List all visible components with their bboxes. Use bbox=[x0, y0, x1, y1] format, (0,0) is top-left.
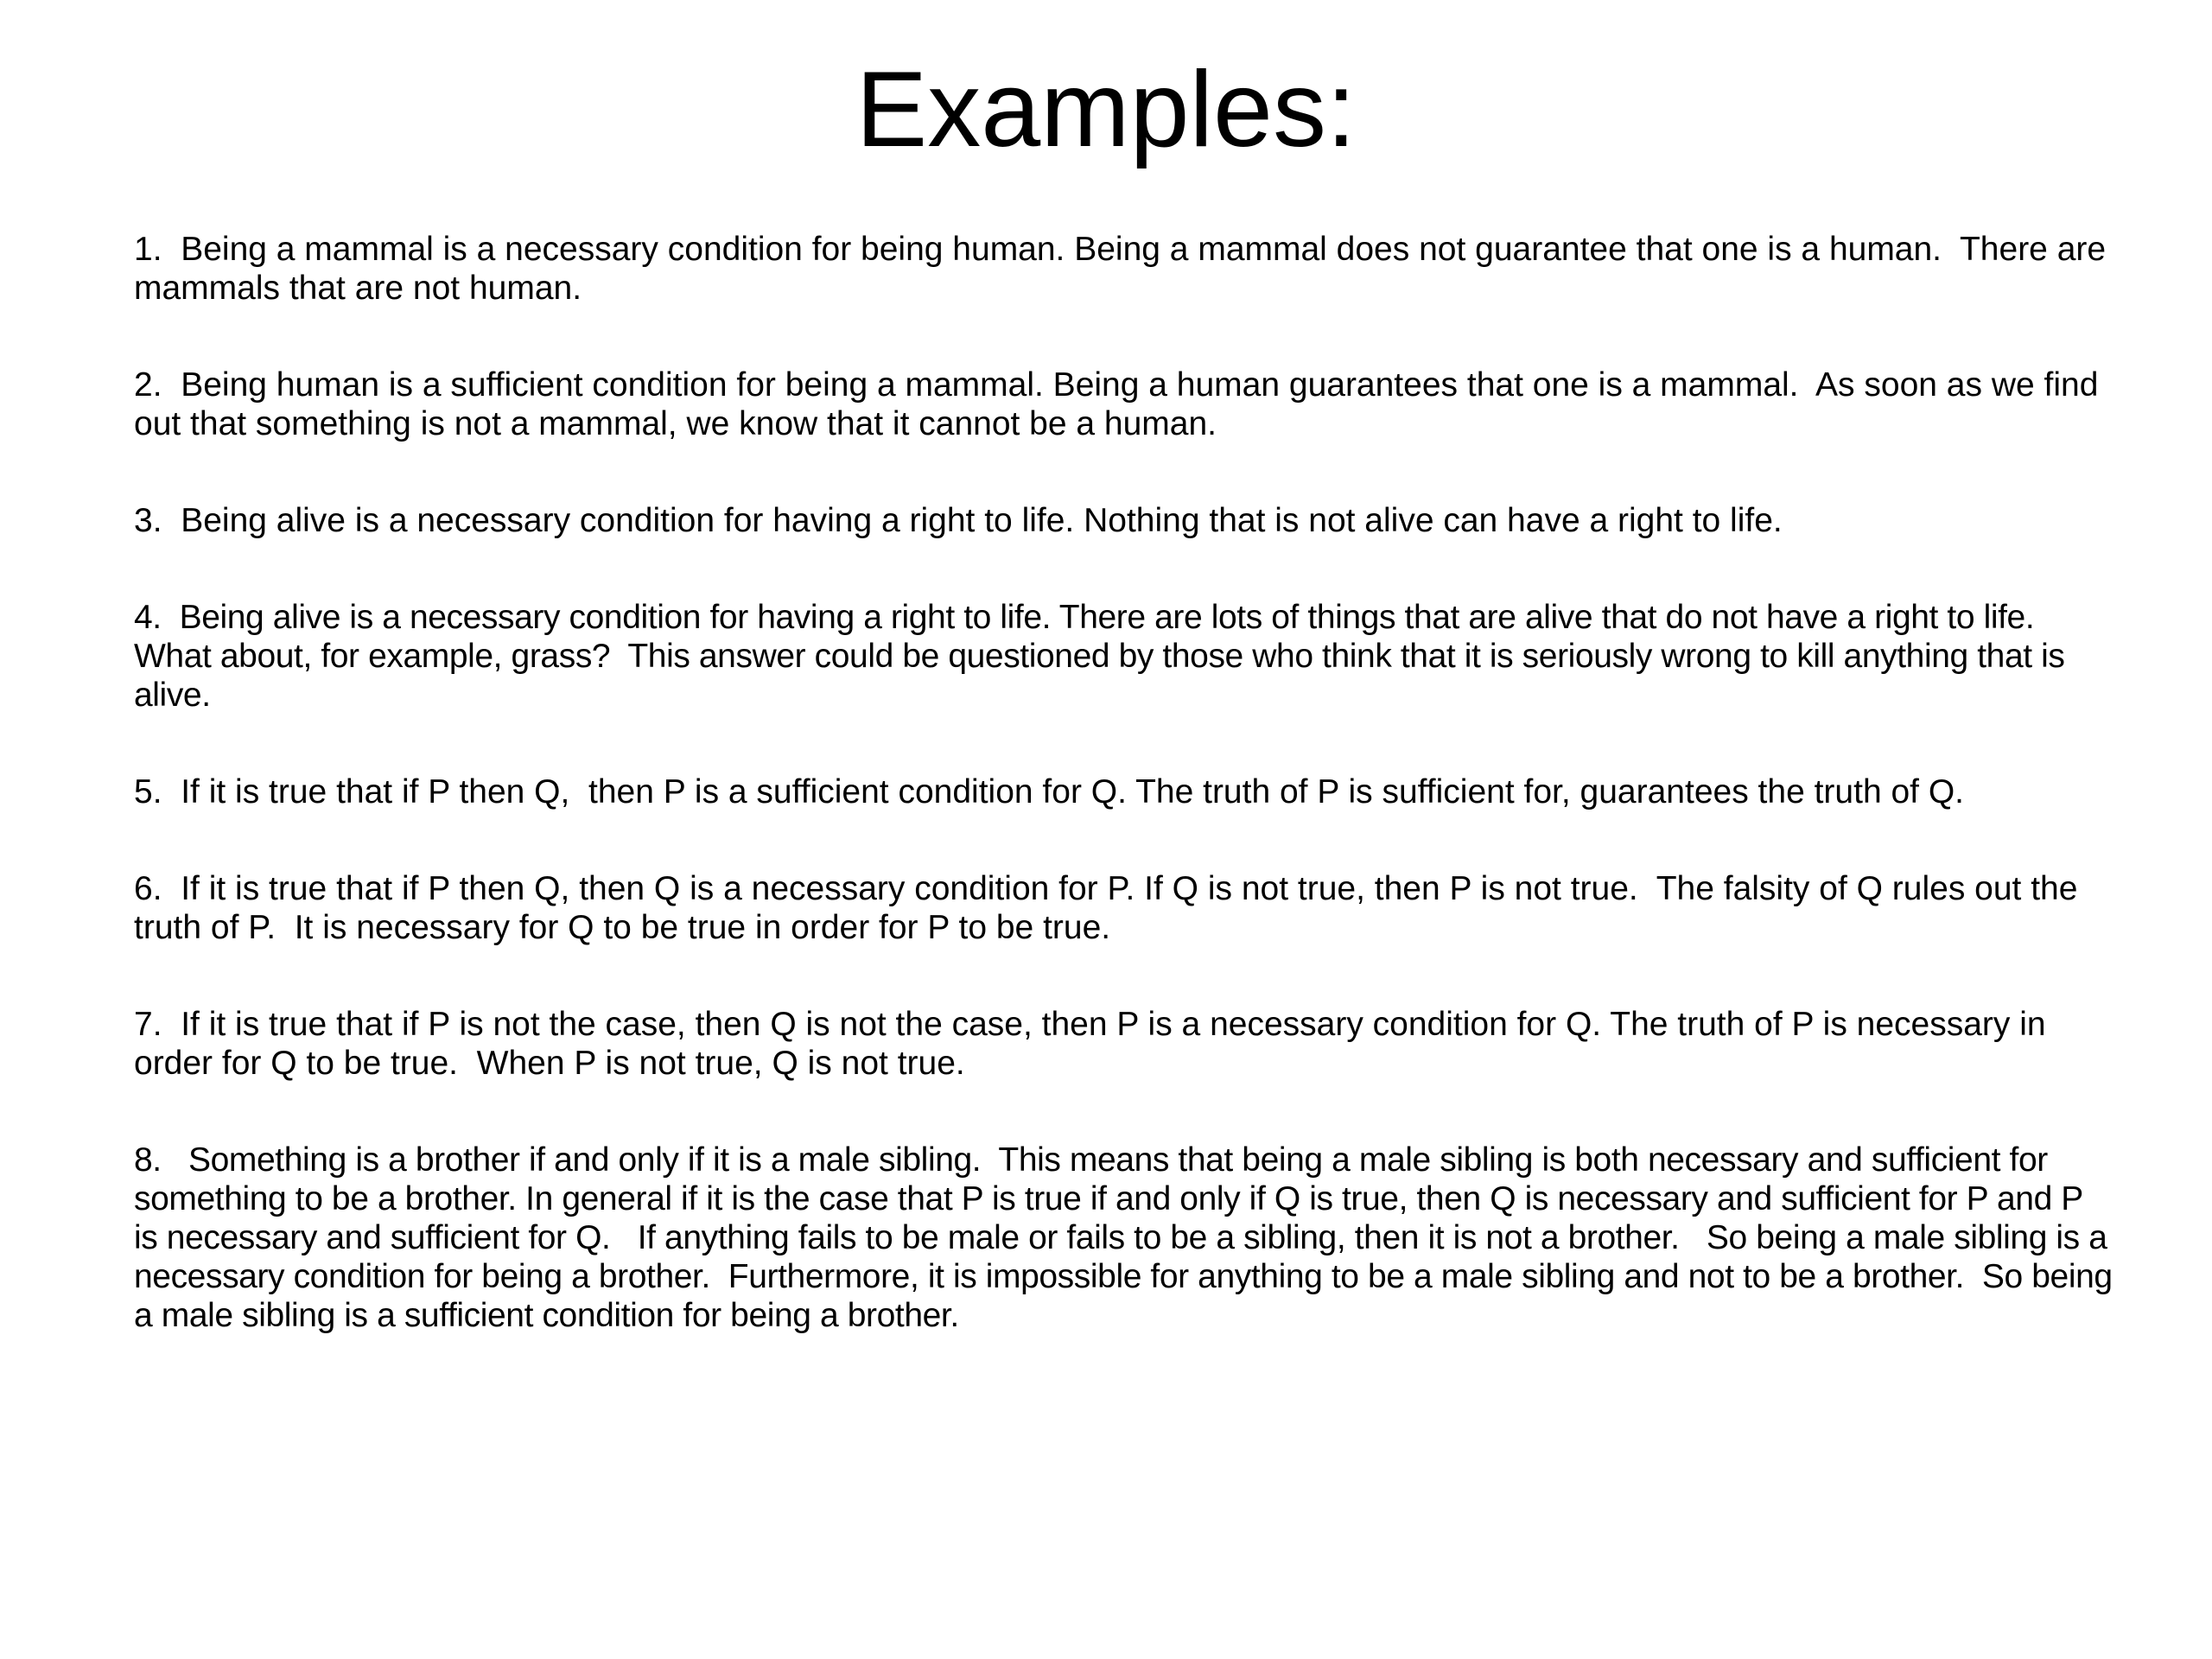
example-item-4: 4. Being alive is a necessary condition for having a right to life. There are lots of things that are alive that do not have a right to life. What about, for example, grass? This answer could be questioned by those who think that it is seriously wrong to kill anything that is alive. bbox=[134, 599, 2074, 714]
example-item-6: 6. If it is true that if P then Q, then Q is a necessary condition for P. If Q is not true, then P is not true. The falsity of Q rules out the truth of P. It is necessary for Q to be true in order for P to be true. bbox=[134, 870, 2088, 946]
slide-title: Examples: bbox=[855, 50, 1357, 169]
example-item-1: 1. Being a mammal is a necessary condition for being human. Being a mammal does not guarantee that one is a human. There are mammals that are not human. bbox=[134, 231, 2115, 307]
example-item-5: 5. If it is true that if P then Q, then P is a sufficient condition for Q. The truth of P is sufficient for, guarantees the truth of Q. bbox=[134, 773, 1964, 810]
examples-list bbox=[134, 230, 2122, 1393]
example-item-2: 2. Being human is a sufficient condition for being a mammal. Being a human guarantees that one is a mammal. As soon as we find out that something is not a mammal, we know that it cannot be a human. bbox=[134, 366, 2108, 442]
example-item-3: 3. Being alive is a necessary condition for having a right to life. Nothing that is not alive can have a right to life. bbox=[134, 502, 1783, 539]
example-item-7: 7. If it is true that if P is not the case, then Q is not the case, then P is a necessary condition for Q. The truth of P is necessary in order for Q to be true. When P is not true, Q is not true. bbox=[134, 1006, 2056, 1082]
example-item-8: 8. Something is a brother if and only if it is a male sibling. This means that being a male sibling is both necessary and sufficient for something to be a brother. In general if it is the case that P is true if and only if Q is true, then Q is necessary and sufficient for P and P is necessary and sufficient for Q. If anything fails to be male or fails to be a sibling, then it is not a brother. So being a male sibling is a necessary condition for being a brother. Furthermore, it is impossible for anything to be a male sibling and not to be a brother. So being a male sibling is a sufficient condition for being a brother. bbox=[134, 1141, 2122, 1334]
